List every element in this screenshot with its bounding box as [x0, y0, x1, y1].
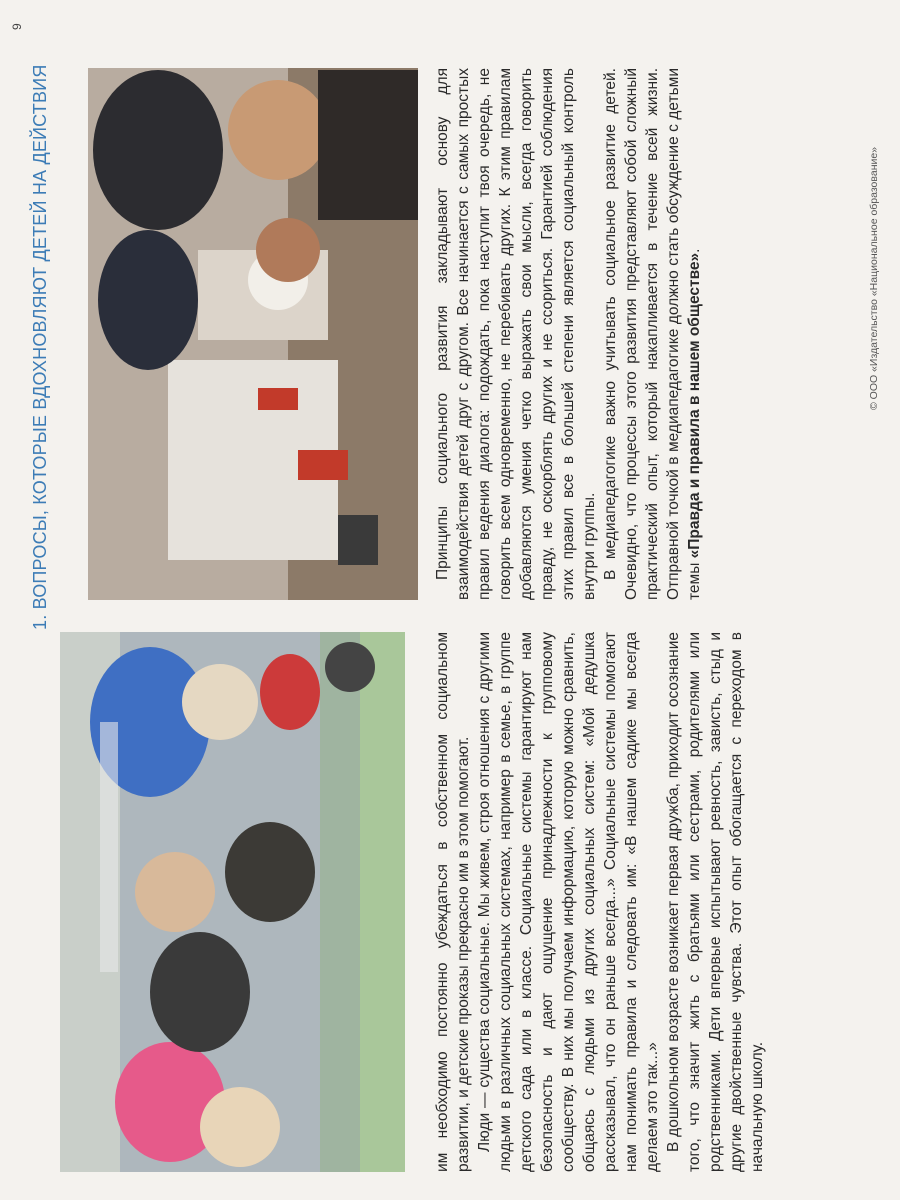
- right-paragraph-2-bold: «Правда и правила в нашем обществе»: [686, 252, 703, 559]
- photo-children-floor-image: [60, 632, 405, 1172]
- left-paragraph-1: им необходимо постоянно убеждаться в собственном социальном развитии, и детские проказы прекрасно им в этом помогают.: [434, 632, 472, 1172]
- left-paragraph-3: В дошкольном возрасте возникает первая дружба, приходит осознание того, что значит жить с братьями или сестрами, родителями или родственниками. Дети впервые испытывают ревность, зависть, стыд и другие двойственные чувства. Этот опыт обогащается с переходом в начальную школу.: [665, 632, 766, 1172]
- page-number: 9: [10, 23, 24, 30]
- right-paragraph-2-text: В медиапедагогике важно учитывать социальное развитие детей. Очевидно, что процессы этого развития представляют собой сложный практический опыт, который накапливается в течение всей жизни. Отправной точкой в медиапедагогике должно стать обсуждение с детьми темы: [602, 68, 703, 600]
- photo-children-crafting-image: [88, 68, 418, 600]
- photo-children-crafting: [88, 68, 418, 600]
- right-paragraph-2: [600, 68, 705, 600]
- chapter-header: 1. ВОПРОСЫ, КОТОРЫЕ ВДОХНОВЛЯЮТ ДЕТЕЙ НА ДЕЙСТВИЯ: [30, 64, 50, 630]
- right-paragraph-2-end: .: [686, 248, 703, 253]
- right-text-column: [432, 68, 705, 600]
- copyright-notice: © ООО «Издательство «Национальное образование»: [868, 146, 880, 410]
- photo-children-floor: [60, 632, 405, 1172]
- left-text-column: [432, 632, 768, 1172]
- left-paragraph-2: Люди — существа социальные. Мы живем, строя отношения с другими людьми в различных социальных системах, например в семье, в группе детского сада или в классе. Социальные системы гарантируют нам безопасность и дают ощущение принадлежности к групповому сообществу. В них мы получаем информацию, которую можно сравнить, общаясь с людьми из других социальных систем: «Мой дедушка рассказывал, что он раньше всегда...» Социальные системы помогают нам понимать правила и следовать им: «В нашем садике мы всегда делаем это так...»: [476, 632, 661, 1172]
- right-paragraph-1: Принципы социального развития закладывают основу для взаимодействия детей друг с другом. Все начинается с самых простых правил ведения диалога: подождать, пока наступит твоя очередь, не говорить всем одновременно, не перебивать других. К этим правилам добавляются умения четко выражать свои мысли, всегда говорить правду, не оскорблять других и не ссориться. Гарантией соблюдения этих правил все в большей степени является социальный контроль внутри группы.: [434, 68, 598, 600]
